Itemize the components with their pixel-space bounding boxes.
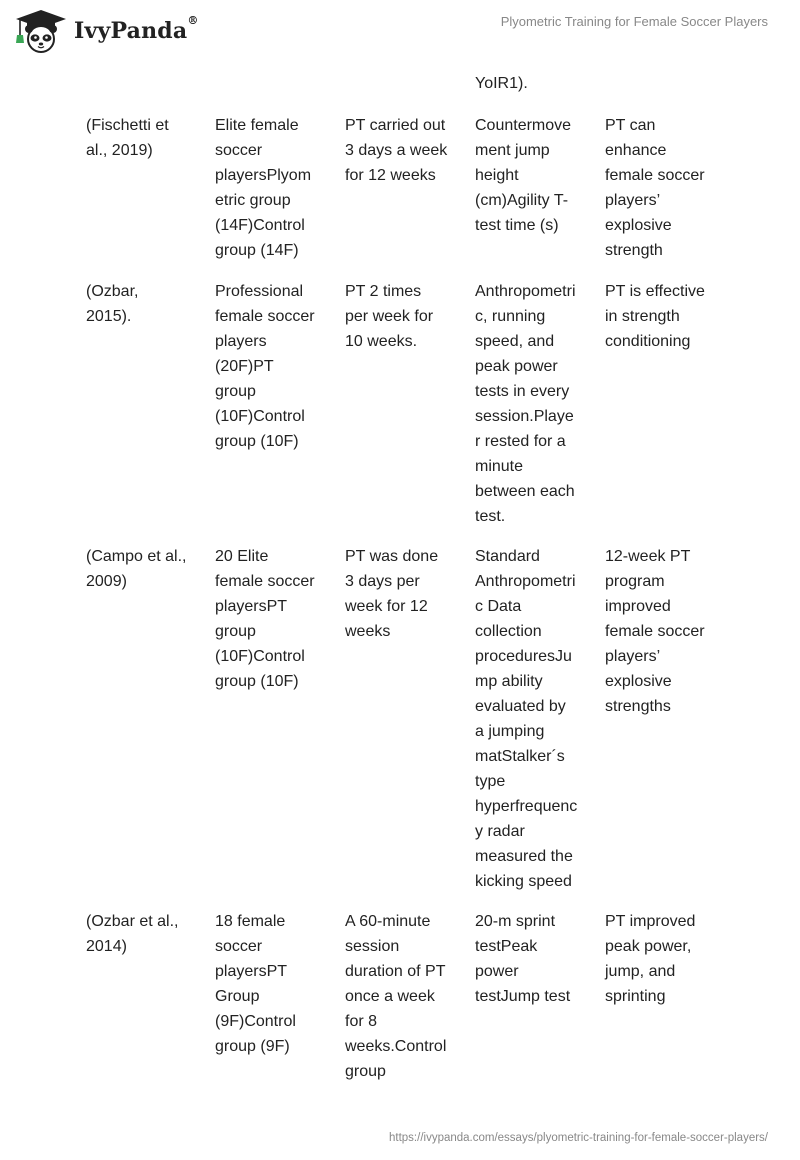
cell-text-line: kicking speed [475, 873, 572, 890]
cell-text-line: session.Playe [475, 408, 574, 425]
cell-text-line: (Fischetti et [86, 117, 169, 134]
cell-text-line: test time (s) [475, 217, 559, 234]
cell-text-line: collection [475, 623, 542, 640]
participants-cell [215, 544, 327, 694]
cell-text-line: explosive [605, 217, 672, 234]
outcome-cell [605, 113, 717, 263]
cell-text-line: 10 weeks. [345, 333, 418, 350]
cell-text-line: r rested for a [475, 433, 566, 450]
cell-text-line: hyperfrequenc [475, 798, 578, 815]
cell-text-line: c, running [475, 308, 546, 325]
cell-text-line: weeks.Control [345, 1038, 447, 1055]
cell-text-line: proceduresJu [475, 648, 572, 665]
measures-cell [475, 113, 587, 238]
brand-name: IvyPanda® [74, 14, 199, 44]
cell-text-line: strengths [605, 698, 671, 715]
cell-text-line: playersPT [215, 963, 288, 980]
cell-text-line: explosive [605, 673, 672, 690]
intervention-cell [345, 544, 457, 644]
cell-text-line: 3 days a week [345, 142, 448, 159]
cell-text-line: etric group [215, 192, 291, 209]
cell-text-line: strength [605, 242, 663, 259]
source-url[interactable]: https://ivypanda.com/essays/plyometric-training-for-female-soccer-players/ [389, 1132, 768, 1144]
cell-text-line: PT carried out [345, 117, 446, 134]
panda-graduation-cap-icon [14, 8, 68, 54]
cell-text-line: program [605, 573, 665, 590]
cell-text-line: a jumping [475, 723, 545, 740]
cell-text-line: peak power [475, 358, 558, 375]
cell-text-line: matStalker´s [475, 748, 565, 765]
outcome-cell [605, 279, 717, 354]
cell-text-line: players [215, 333, 267, 350]
cell-text-line: Anthropometri [475, 573, 576, 590]
cell-text-line: type [475, 773, 506, 790]
cell-text-line: speed, and [475, 333, 555, 350]
cell-text-line: c Data [475, 598, 522, 615]
cell-text-line: 2014) [86, 938, 127, 955]
cell-text-line: al., 2019) [86, 142, 153, 159]
cell-text-line: PT was done [345, 548, 439, 565]
cell-text-line: minute [475, 458, 524, 475]
cell-text-line: sprinting [605, 988, 666, 1005]
cell-text-line: power [475, 963, 519, 980]
cell-text-line: enhance [605, 142, 667, 159]
cell-text-line: group [215, 383, 256, 400]
cell-text-line: 2015). [86, 308, 132, 325]
cell-text-line: duration of PT [345, 963, 446, 980]
cell-text-line: female soccer [215, 573, 315, 590]
cell-text-line: group (14F) [215, 242, 299, 259]
cell-text-line: 12-week PT [605, 548, 691, 565]
cell-text-line: for 8 [345, 1013, 378, 1030]
cell-text-line: group (10F) [215, 433, 299, 450]
cell-text-line: (Ozbar et al., [86, 913, 179, 930]
cell-text-line: height [475, 167, 519, 184]
study-cell [86, 113, 198, 163]
cell-text-line: group [345, 1063, 386, 1080]
participants-cell [215, 279, 327, 454]
cell-text-line: tests in every [475, 383, 570, 400]
cell-text-line: week for 12 [345, 598, 428, 615]
cell-text-line: playersPlyom [215, 167, 312, 184]
cell-text-line: weeks [345, 623, 391, 640]
cell-text-line: evaluated by [475, 698, 566, 715]
measures-cell [475, 279, 587, 529]
cell-text-line: in strength [605, 308, 680, 325]
cell-text-line: female soccer [605, 167, 705, 184]
cell-text-line: y radar [475, 823, 525, 840]
cell-text-line: Professional [215, 283, 304, 300]
cell-text-line: Anthropometri [475, 283, 576, 300]
page-header [0, 0, 800, 60]
cell-text-line: Countermove [475, 117, 572, 134]
cell-text-line: testPeak [475, 938, 538, 955]
cell-text-line: session [345, 938, 400, 955]
study-cell [86, 544, 198, 594]
cell-text-line: test. [475, 508, 506, 525]
cell-text-line: testJump test [475, 988, 571, 1005]
cell-text-line: PT improved [605, 913, 696, 930]
cell-text-line: group (10F) [215, 673, 299, 690]
cell-text-line: (cm)Agility T- [475, 192, 569, 209]
cell-text-line: YoIR1). [475, 75, 528, 92]
brand-logo[interactable] [14, 8, 199, 54]
cell-text-line: 3 days per [345, 573, 420, 590]
cell-text-line: PT 2 times [345, 283, 422, 300]
study-cell [86, 279, 198, 329]
cell-text-line: players’ [605, 192, 661, 209]
cell-text-line: PT is effective [605, 283, 705, 300]
cell-text-line: 20-m sprint [475, 913, 556, 930]
cell-text-line: female soccer [215, 308, 315, 325]
cell-text-line: improved [605, 598, 671, 615]
cell-text-line: (10F)Control [215, 648, 305, 665]
cell-text-line: A 60-minute [345, 913, 431, 930]
intervention-cell [345, 279, 457, 354]
cell-text-line: measured the [475, 848, 573, 865]
cell-text-line: Group [215, 988, 260, 1005]
cell-text-line: ment jump [475, 142, 550, 159]
cell-text-line: group (9F) [215, 1038, 290, 1055]
outcome-cell [605, 909, 717, 1009]
cell-text-line: 20 Elite [215, 548, 269, 565]
cell-text-line: (14F)Control [215, 217, 305, 234]
cell-text-line: 18 female [215, 913, 286, 930]
cell-text-line: soccer [215, 142, 263, 159]
cell-text-line: peak power, [605, 938, 692, 955]
cell-text-line: per week for [345, 308, 434, 325]
cell-text-line: soccer [215, 938, 263, 955]
cell-text-line: between each [475, 483, 575, 500]
cell-text-line: once a week [345, 988, 435, 1005]
cell-text-line: players’ [605, 648, 661, 665]
cell-text-line: conditioning [605, 333, 691, 350]
cell-text-line: jump, and [605, 963, 676, 980]
cell-text-line: (10F)Control [215, 408, 305, 425]
cell-text-line: (9F)Control [215, 1013, 296, 1030]
study-cell [86, 909, 198, 959]
cell-text-line: group [215, 623, 256, 640]
cell-text-line: (Campo et al., [86, 548, 187, 565]
participants-cell [215, 909, 327, 1059]
cell-text-line: for 12 weeks [345, 167, 436, 184]
cell-text-line: female soccer [605, 623, 705, 640]
cell-text-line: (20F)PT [215, 358, 274, 375]
continuation-cell [475, 71, 587, 96]
measures-cell [475, 909, 587, 1009]
cell-text-line: PT can [605, 117, 656, 134]
cell-text-line: mp ability [475, 673, 543, 690]
measures-cell [475, 544, 587, 894]
cell-text-line: 2009) [86, 573, 127, 590]
document-title: Plyometric Training for Female Soccer Players [500, 14, 768, 29]
cell-text-line: Elite female [215, 117, 299, 134]
cell-text-line: (Ozbar, [86, 283, 139, 300]
cell-text-line: Standard [475, 548, 540, 565]
intervention-cell [345, 113, 457, 188]
intervention-cell [345, 909, 457, 1084]
outcome-cell [605, 544, 717, 719]
participants-cell [215, 113, 327, 263]
cell-text-line: playersPT [215, 598, 288, 615]
